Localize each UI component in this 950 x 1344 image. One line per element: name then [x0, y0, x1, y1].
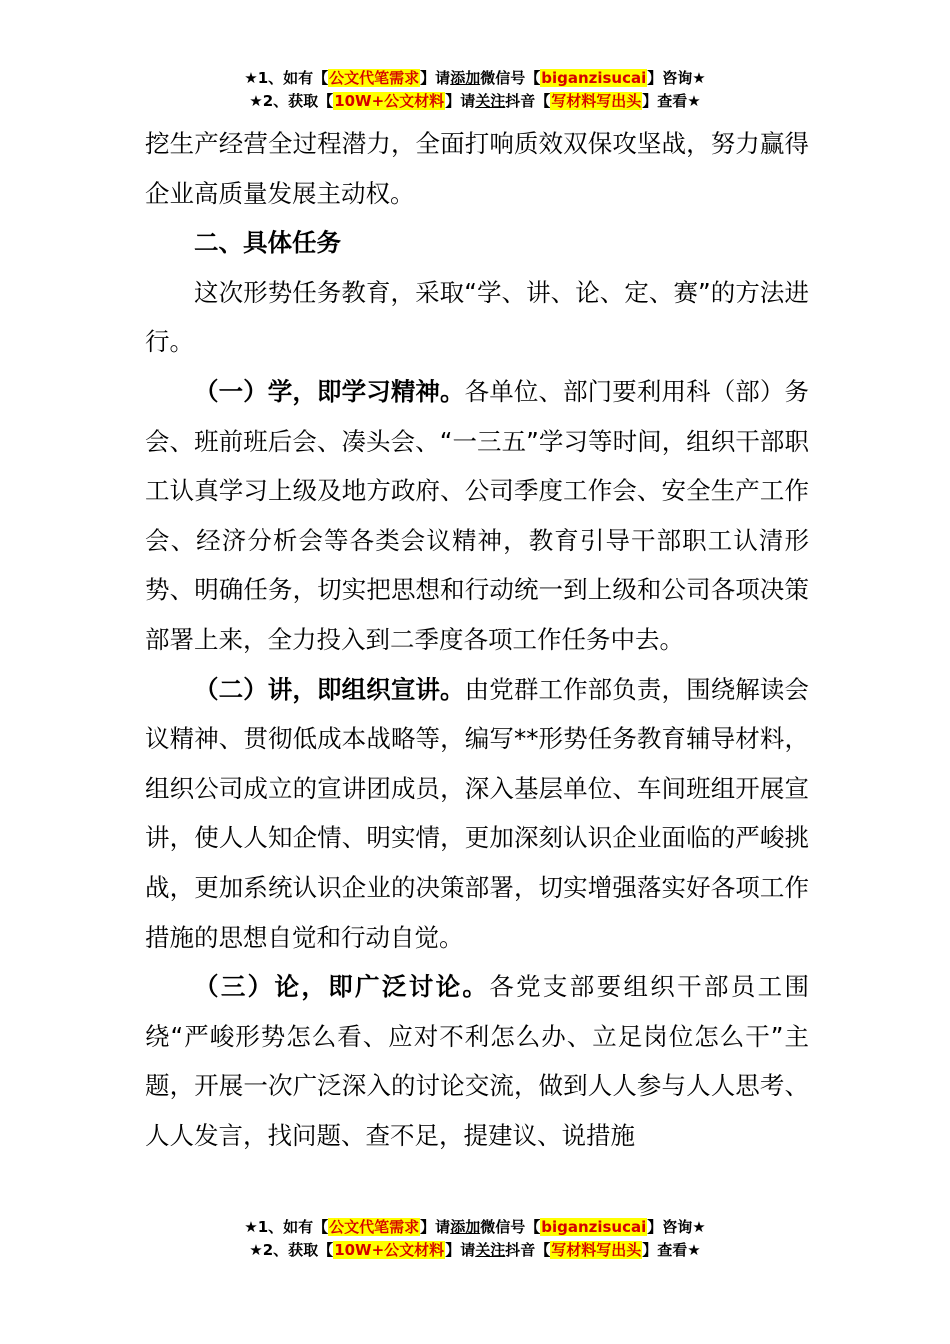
promo-highlight: 10W+公文材料 — [334, 92, 445, 110]
promo-text: ★2、获取【 — [249, 92, 334, 110]
task-item-lead: （三）论，即广泛讨论。 — [194, 972, 490, 1002]
promo-text: 抖音【 — [505, 1241, 551, 1259]
promo-line-1 — [0, 1216, 950, 1239]
promo-banner-top — [0, 67, 950, 113]
promo-text: ★1、如有【 — [244, 69, 329, 87]
promo-underline: 关注 — [475, 92, 506, 110]
promo-text: 】咨询★ — [647, 1218, 706, 1236]
promo-wechat-id: biganzisucai — [541, 69, 647, 87]
promo-wechat-id: biganzisucai — [541, 1218, 647, 1236]
promo-line-2 — [0, 90, 950, 113]
document-body — [145, 119, 809, 1160]
task-item-body: 由党群工作部负责，围绕解读会议精神、贯彻低成本战略等，编写**形势任务教育辅导材料，组织公司成立的宣讲团成员，深入基层单位、车间班组开展宣讲，使人人知企情、明实情，更加深刻认识企业面临的严峻挑战，更加系统认识企业的决策部署，切实增强落实好各项工作措施的思想自觉和行动自觉。 — [145, 674, 810, 952]
promo-banner-bottom — [0, 1216, 950, 1262]
promo-text: 微信号【 — [480, 69, 541, 87]
task-item-body: 各单位、部门要利用科（部）务会、班前班后会、凑头会、“一三五”学习等时间，组织干部职工认真学习上级及地方政府、公司季度工作会、安全生产工作会、经济分析会等各类会议精神，教育引导干部职工认清形势、明确任务，切实把思想和行动统一到上级和公司各项决策部署上来，全力投入到二季度各项工作任务中去。 — [145, 376, 810, 654]
promo-text: 】请 — [420, 69, 451, 87]
task-item-body: 各党支部要组织干部员工围绕“严峻形势怎么看、应对不利怎么办、立足岗位怎么干”主题，开展一次广泛深入的讨论交流，做到人人参与人人思考、人人发言，找问题、查不足，提建议、说措施 — [145, 972, 809, 1150]
task-item-lead: （一）学，即学习精神。 — [194, 376, 465, 406]
task-item-lecture — [145, 665, 809, 963]
promo-text: 】咨询★ — [647, 69, 706, 87]
promo-text: ★1、如有【 — [244, 1218, 329, 1236]
promo-douyin-id: 写材料写出头 — [551, 1241, 642, 1259]
promo-text: ★2、获取【 — [249, 1241, 334, 1259]
promo-line-1 — [0, 67, 950, 90]
promo-highlight: 公文代笔需求 — [329, 69, 420, 87]
intro-paragraph: 这次形势任务教育，采取“学、讲、论、定、赛”的方法进行。 — [145, 277, 809, 357]
promo-text: 】请 — [445, 1241, 476, 1259]
promo-text: 】查看★ — [642, 92, 701, 110]
promo-text: 】请 — [420, 1218, 451, 1236]
promo-douyin-id: 写材料写出头 — [551, 92, 642, 110]
promo-text: 】请 — [445, 92, 476, 110]
promo-text: 微信号【 — [480, 1218, 541, 1236]
continuation-paragraph: 挖生产经营全过程潜力，全面打响质效双保攻坚战，努力赢得企业高质量发展主动权。 — [145, 129, 809, 208]
section-heading: 二、具体任务 — [194, 228, 341, 258]
task-item-study — [145, 367, 809, 665]
promo-text: 抖音【 — [505, 92, 551, 110]
promo-underline: 添加 — [450, 69, 481, 87]
promo-highlight: 公文代笔需求 — [329, 1218, 420, 1236]
promo-underline: 关注 — [475, 1241, 506, 1259]
promo-underline: 添加 — [450, 1218, 481, 1236]
task-item-discuss — [145, 962, 809, 1160]
task-item-lead: （二）讲，即组织宣讲。 — [194, 674, 465, 704]
promo-text: 】查看★ — [642, 1241, 701, 1259]
promo-highlight: 10W+公文材料 — [334, 1241, 445, 1259]
promo-line-2 — [0, 1239, 950, 1262]
